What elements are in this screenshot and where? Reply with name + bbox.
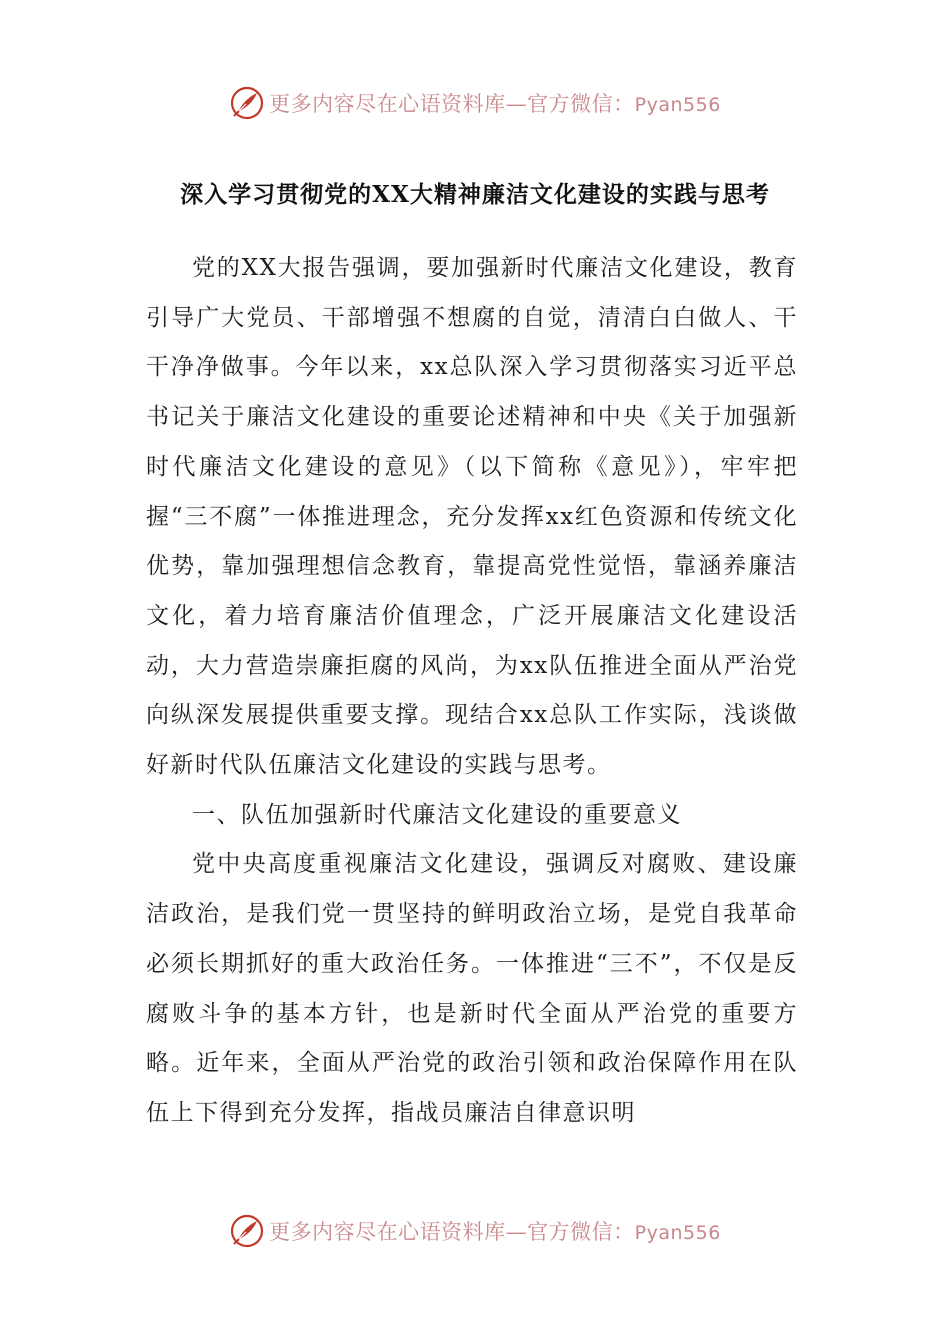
header-banner <box>0 78 950 128</box>
wechat-id: Pyan556 <box>634 1222 721 1244</box>
section-heading: 一、队伍加强新时代廉洁文化建设的重要意义 <box>192 801 682 828</box>
footer-banner <box>0 1206 950 1256</box>
document-title: 深入学习贯彻党的XX大精神廉洁文化建设的实践与思考 <box>180 181 770 208</box>
quill-logo-icon <box>229 85 265 121</box>
banner-text: 更多内容尽在心语资料库—官方微信：Pyan556 <box>269 92 721 116</box>
banner-text: 更多内容尽在心语资料库—官方微信：Pyan556 <box>269 1220 721 1244</box>
document-body <box>146 244 798 1139</box>
quill-logo-icon <box>229 1213 265 1249</box>
paragraph-body: 党中央高度重视廉洁文化建设，强调反对腐败、建设廉洁政治，是我们党一贯坚持的鲜明政治立场，是党自我革命必须长期抓好的重大政治任务。一体推进“三不”，不仅是反腐败斗争的基本方针，也是新时代全面从严治党的重要方略。近年来，全面从严治党的政治引领和政治保障作用在队伍上下得到充分发挥，指战员廉洁自律意识明 <box>146 851 798 1126</box>
paragraph-intro: 党的XX大报告强调，要加强新时代廉洁文化建设，教育引导广大党员、干部增强不想腐的自觉，清清白白做人、干干净净做事。今年以来，xx总队深入学习贯彻落实习近平总书记关于廉洁文化建设的重要论述精神和中央《关于加强新时代廉洁文化建设的意见》（以下简称《意见》），牢牢把握“三不腐”一体推进理念，充分发挥xx红色资源和传统文化优势，靠加强理想信念教育，靠提高党性觉悟，靠涵养廉洁文化，着力培育廉洁价值理念，广泛开展廉洁文化建设活动，大力营造崇廉拒腐的风尚，为xx队伍推进全面从严治党向纵深发展提供重要支撑。现结合xx总队工作实际，浅谈做好新时代队伍廉洁文化建设的实践与思考。 <box>146 255 798 779</box>
wechat-id: Pyan556 <box>634 94 721 116</box>
